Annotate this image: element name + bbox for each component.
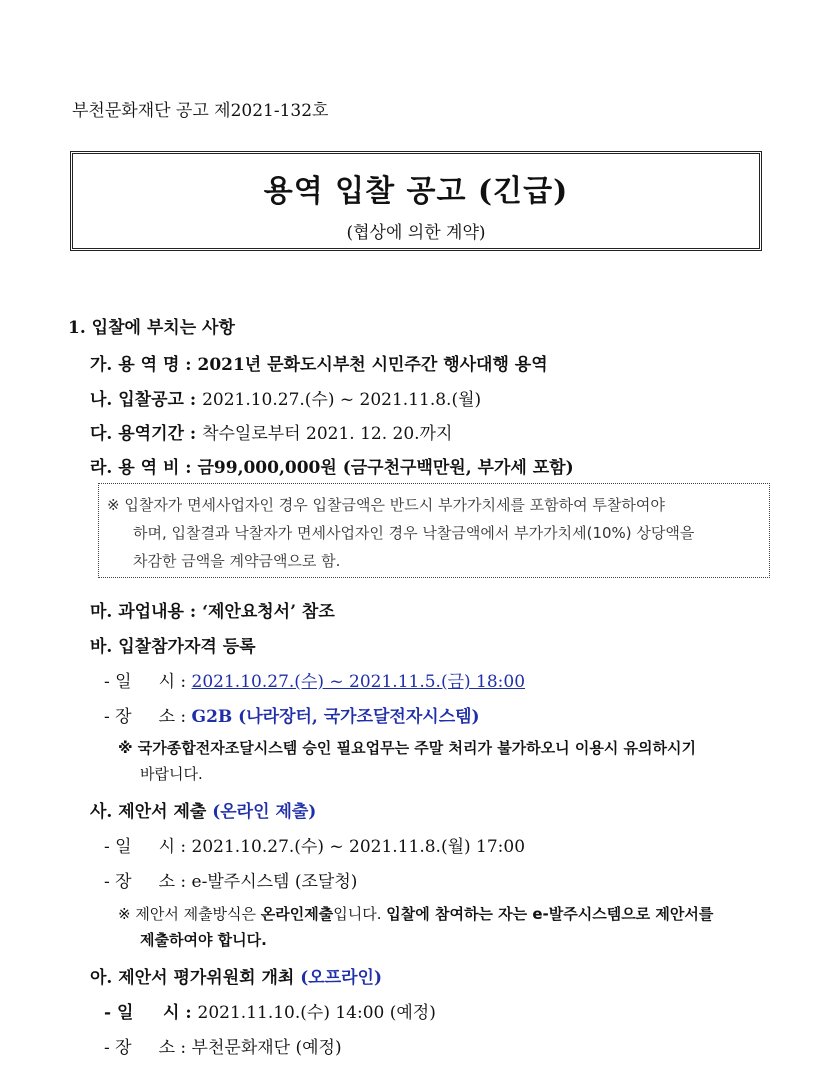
item-value: 착수일로부터 2021. 12. 20.까지 [202,424,453,444]
registration-date-value: 2021.10.27.(수) ~ 2021.11.5.(금) 18:00 [191,672,526,692]
page-subtitle: (협상에 의한 계약) [346,223,486,243]
submission-heading-text: 사. 제안서 제출 [90,802,213,822]
title-box [70,151,762,251]
note-text: 온라인제출 [260,905,334,923]
note-text: 입니다. [333,905,387,923]
item-service-name [90,350,548,375]
item-label: 마. 과업내용 : [90,602,203,622]
item-value: 2021년 문화도시부천 시민주간 행사대행 용역 [197,355,548,375]
field-label: - 일 시 : [104,837,192,857]
item-value: 금99,000,000원 (금구천구백만원, 부가세 포함) [197,458,574,478]
registration-place-value: G2B (나라장터, 국가조달전자시스템) [191,707,480,727]
submission-mode: (온라인 제출) [212,802,317,822]
submission-place [104,867,357,892]
item-task-content [90,597,335,622]
registration-heading: 바. 입찰참가자격 등록 [90,637,256,657]
page-title: 용역 입찰 공고 (긴급) [263,174,569,209]
evaluation-date-value: 2021.11.10.(수) 14:00 (예정) [197,1003,436,1023]
notice-number: 부천문화재단 공고 제2021-132호 [72,101,329,121]
item-label: 다. 용역기간 : [90,424,203,444]
note-text: ※ 제안서 제출방식은 [118,905,261,923]
item-value: 2021.10.27.(수) ~ 2021.11.8.(월) [202,390,482,410]
item-label: 라. 용 역 비 : [90,458,198,478]
registration-note-line: ※ 국가종합전자조달시스템 승인 필요업무는 주말 처리가 불가하오니 이용시 유의하시기 [118,739,697,757]
submission-heading [90,797,316,822]
submission-date-value: 2021.10.27.(수) ~ 2021.11.8.(월) 17:00 [191,837,526,857]
note-text: 입찰에 참여하는 자는 e-발주시스템으로 제안서를 [386,905,714,923]
field-label: - 장 소 : [104,1038,192,1058]
evaluation-heading-text: 아. 제안서 평가위원회 개최 [90,968,301,988]
registration-place [104,702,480,727]
evaluation-place-value: 부천문화재단 (예정) [191,1038,342,1058]
field-label: - 장 소 : [104,707,192,727]
note-line: 하며, 입찰결과 낙찰자가 면세사업자인 경우 낙찰금액에서 부가가치세(10%) 상당액을 [133,524,695,542]
evaluation-place [104,1033,342,1058]
field-label: - 일 시 : [104,672,192,692]
field-label: - 장 소 : [104,872,192,892]
section-heading: 1. 입찰에 부치는 사항 [68,318,235,338]
note-line: 차감한 금액을 계약금액으로 함. [133,552,341,570]
submission-note-line [118,903,713,924]
submission-note-line: 제출하여야 합니다. [140,931,267,949]
item-value: ‘제안요청서’ 참조 [202,602,335,622]
field-label: - 일 시 : [104,1003,198,1023]
vat-note-box [98,483,770,578]
evaluation-mode: (오프라인) [300,968,383,988]
submission-date [104,832,525,857]
evaluation-date [104,998,436,1023]
item-service-cost [90,453,574,478]
item-label: 나. 입찰공고 : [90,390,203,410]
item-service-period [90,419,452,444]
note-line: ※ 입찰자가 면세사업자인 경우 입찰금액은 반드시 부가가치세를 포함하여 투찰하여야 [107,496,665,514]
item-bid-period [90,385,481,410]
registration-note-line: 바랍니다. [140,765,203,783]
registration-date [104,667,525,692]
submission-place-value: e-발주시스템 (조달청) [191,872,358,892]
evaluation-heading [90,963,382,988]
item-label: 가. 용 역 명 : [90,355,198,375]
